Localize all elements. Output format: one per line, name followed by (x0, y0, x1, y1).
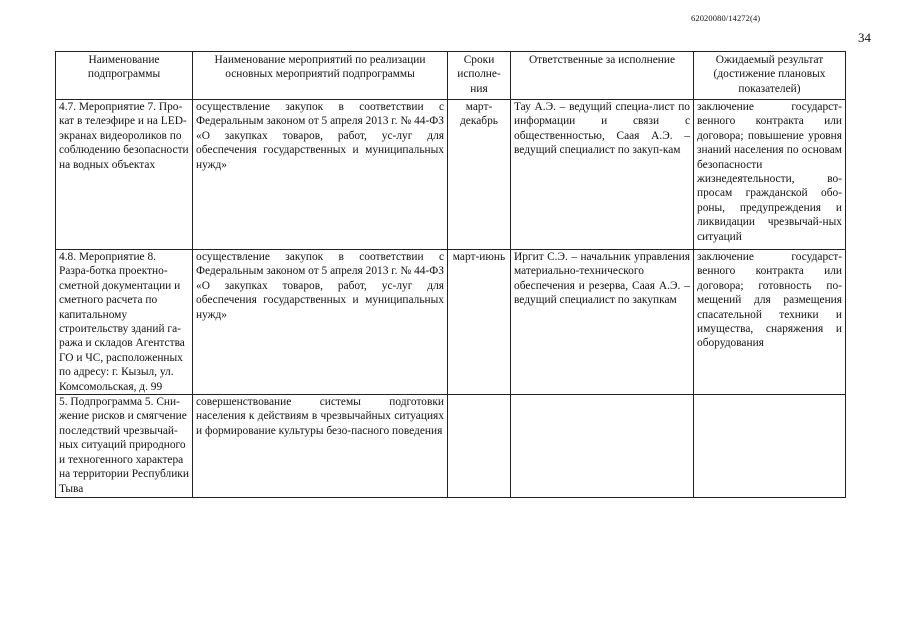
document-code: 62020080/14272(4) (691, 13, 761, 23)
row-term: март-июнь (448, 250, 511, 395)
page-number: 34 (858, 30, 871, 45)
header-expected-result: Ожидаемый результат (достижение плановых показателей) (694, 52, 846, 100)
table-header-row (56, 52, 846, 100)
row-expected-result: заключение государст-венного контракта или договора; повышение уровня знаний населения по основам безопасности жизнедеятельности, во-просам гражданской обо-роны, предупреждения и ликвидации чрезвычай-ных ситуаций (694, 100, 846, 250)
row-responsible (511, 395, 694, 498)
row-subprogram-name: 4.8. Мероприятие 8. Разра-ботка проектно-сметной документации и сметного расчета по капитальному строительству зданий га-ража и складов Агентства ГО и ЧС, расположенных по адресу: г. Кызыл, ул. Комсомольская, д. 99 (56, 250, 193, 395)
row-responsible: Тау А.Э. – ведущий специа-лист по информации и связи с общественностью, Саая А.Э. – ведущий специалист по закуп-кам (511, 100, 694, 250)
table-row (56, 395, 846, 498)
header-responsible: Ответственные за исполнение (511, 52, 694, 100)
row-activity: осуществление закупок в соответствии с Федеральным законом от 5 апреля 2013 г. № 44-ФЗ «О закупках товаров, работ, ус-луг для обеспечения государственных и муниципальных нужд» (193, 100, 448, 250)
row-responsible: Иргит С.Э. – начальник управления материально-технического обеспечения и резерва, Саая А.Э. – ведущий специалист по закупкам (511, 250, 694, 395)
header-activities: Наименование мероприятий по реализации основных мероприятий подпрограммы (193, 52, 448, 100)
row-activity: осуществление закупок в соответствии с Федеральным законом от 5 апреля 2013 г. № 44-ФЗ «О закупках товаров, работ, ус-луг для обеспечения государственных и муниципальных нужд» (193, 250, 448, 395)
row-term (448, 395, 511, 498)
row-activity: совершенствование системы подготовки населения к действиям в чрезвычайных ситуациях и формирование культуры безо-пасного поведения (193, 395, 448, 498)
table-row (56, 250, 846, 395)
header-subprogram-name: Наименование подпрограммы (56, 52, 193, 100)
row-expected-result: заключение государст-венного контракта или договора; готовность по-мещений для размещения спасательной техники и имущества, снаряжения и оборудования (694, 250, 846, 395)
row-subprogram-name: 5. Подпрограмма 5. Сни-жение рисков и смягчение последствий чрезвычай-ных ситуаций природного и техногенного характера на территории Республики Тыва (56, 395, 193, 498)
header-terms: Сроки исполне-ния (448, 52, 511, 100)
row-expected-result (694, 395, 846, 498)
table-row (56, 100, 846, 250)
row-subprogram-name: 4.7. Мероприятие 7. Про-кат в телеэфире и на LED-экранах видеороликов по соблюдению безопасности на водных объектах (56, 100, 193, 250)
program-table (55, 51, 846, 498)
row-term: март-декабрь (448, 100, 511, 250)
